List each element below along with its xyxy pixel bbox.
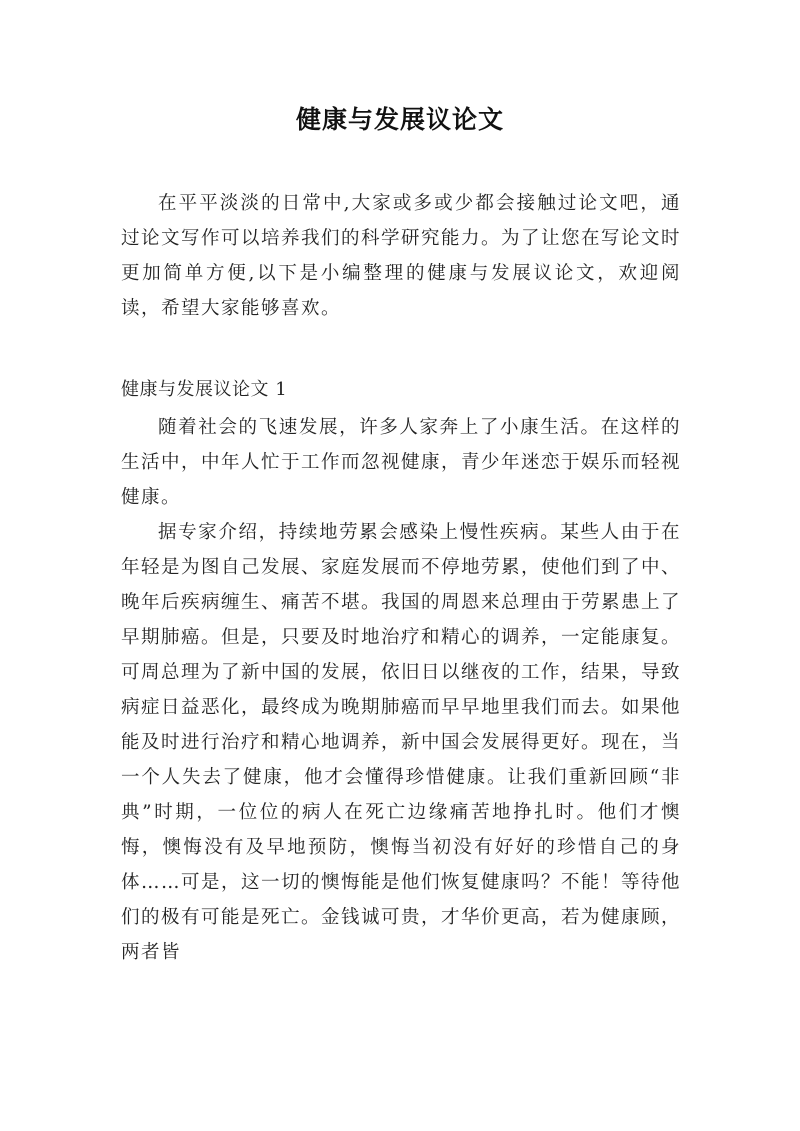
intro-paragraph: 在平平淡淡的日常中,大家或多或少都会接触过论文吧，通过论文写作可以培养我们的科学研究能力。为了让您在写论文时更加简单方便,以下是小编整理的健康与发展议论文，欢迎阅读，希望大家能够喜欢。 xyxy=(121,193,682,319)
section-heading: 健康与发展议论文 1 xyxy=(121,379,288,400)
section-1 xyxy=(121,375,681,970)
section-paragraph-1: 随着社会的飞速发展，许多人家奔上了小康生活。在这样的生活中，中年人忙于工作而忽视健康，青少年迷恋于娱乐而轻视健康。 xyxy=(121,417,682,508)
section-paragraph-2: 据专家介绍，持续地劳累会感染上慢性疾病。某些人由于在年轻是为图自己发展、家庭发展而不停地劳累，使他们到了中、晚年后疾病缠生、痛苦不堪。我国的周恩来总理由于劳累患上了早期肺癌。但是，只要及时地治疗和精心的调养，一定能康复。可周总理为了新中国的发展，依旧日以继夜的工作，结果，导致病症日益恶化，最终成为晚期肺癌而早早地里我们而去。如果他能及时进行治疗和精心地调养，新中国会发展得更好。现在，当一个人失去了健康，他才会懂得珍惜健康。让我们重新回顾“非典”时期，一位位的病人在死亡边缘痛苦地挣扎时。他们才懊悔，懊悔没有及早地预防，懊悔当初没有好好的珍惜自己的身体……可是，这一切的懊悔能是他们恢复健康吗？不能！等待他们的极有可能是死亡。金钱诚可贵，才华价更高，若为健康顾，两者皆 xyxy=(121,522,682,963)
intro-section xyxy=(121,186,681,326)
document-title: 健康与发展议论文 xyxy=(295,105,504,134)
